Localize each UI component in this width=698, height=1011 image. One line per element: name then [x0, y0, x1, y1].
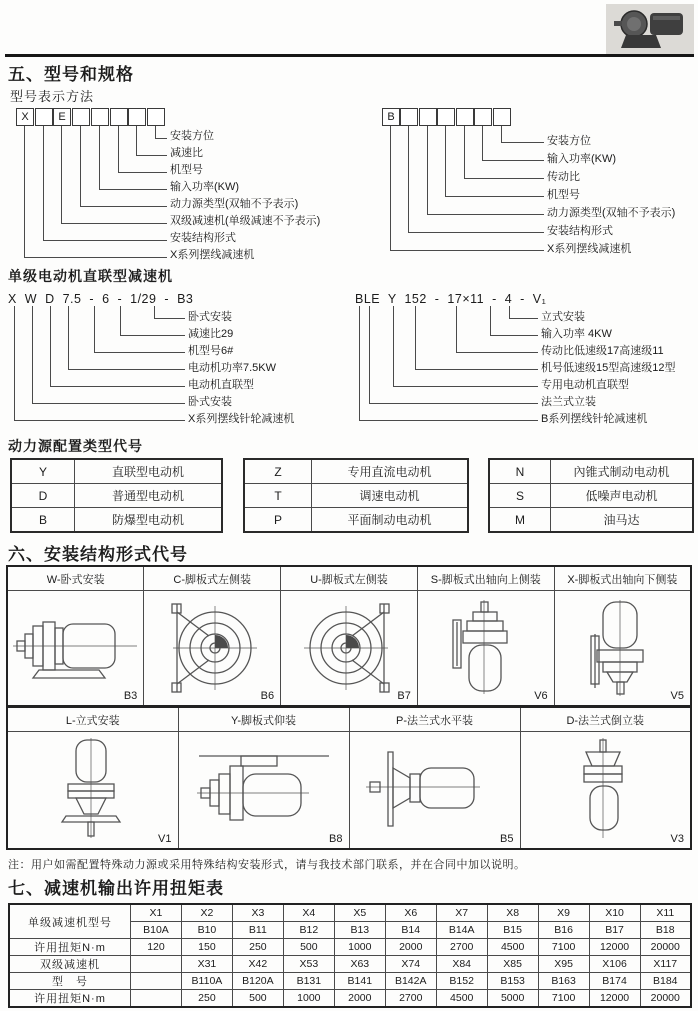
torque-cell: X9 — [538, 904, 589, 922]
power-label: 內锥式制动电动机 — [551, 459, 694, 484]
diagram-label: X系列摆线减速机 — [547, 243, 632, 255]
torque-cell: 2700 — [385, 990, 436, 1008]
section5-subtitle: 型号表示方法 — [10, 89, 95, 104]
torque-cell: X11 — [640, 904, 691, 922]
torque-cell: X42 — [232, 956, 283, 973]
torque-cell: 4500 — [436, 990, 487, 1008]
model-box: X — [16, 108, 34, 126]
torque-cell: X74 — [385, 956, 436, 973]
connector-line — [14, 306, 185, 421]
drawing-b3 — [11, 598, 141, 698]
torque-cell: 2000 — [385, 939, 436, 956]
diagram-label: 电动机直联型 — [188, 379, 254, 391]
diagram-label: 安装结构形式 — [547, 225, 613, 237]
drawing-b8 — [189, 738, 339, 842]
model-box — [72, 108, 90, 126]
model-string: X W D 7.5 - 6 - 1/29 - B3 — [8, 292, 194, 306]
drawing-v1 — [28, 738, 158, 842]
install-header: C-脚板式左侧装 — [144, 566, 281, 591]
diagram-label: 安装结构形式 — [170, 232, 236, 244]
model-box — [110, 108, 128, 126]
torque-cell: 7100 — [538, 990, 589, 1008]
power-code: Y — [11, 459, 75, 484]
torque-cell: 1000 — [334, 939, 385, 956]
torque-cell: X8 — [487, 904, 538, 922]
table-row — [9, 939, 691, 956]
section6-title: 六、安装结构形式代号 — [8, 545, 188, 564]
torque-cell: 12000 — [589, 939, 640, 956]
example-diagram-ble — [355, 292, 698, 432]
connector-line — [390, 126, 544, 251]
install-cell — [554, 591, 691, 707]
install-code: V5 — [670, 690, 684, 702]
install-code: B8 — [329, 833, 343, 845]
drawing-v5 — [557, 598, 687, 698]
torque-cell: B17 — [589, 922, 640, 939]
torque-cell: 120 — [131, 939, 182, 956]
power-code: M — [489, 508, 551, 533]
diagram-label: B系列摆线针轮减速机 — [541, 413, 648, 425]
table-row — [9, 990, 691, 1008]
install-cell — [417, 591, 554, 707]
torque-table — [8, 903, 692, 1008]
diagram-label: 减速比29 — [188, 328, 234, 340]
install-header: Y-脚板式仰装 — [178, 707, 349, 732]
torque-cell: 2000 — [334, 990, 385, 1008]
diagram-label: 安装方位 — [170, 130, 214, 142]
diagram-label: 专用电动机直联型 — [541, 379, 629, 391]
diagram-label: 减速比 — [170, 147, 203, 159]
torque-cell — [131, 973, 182, 990]
install-code: B7 — [397, 690, 411, 702]
torque-cell: X3 — [232, 904, 283, 922]
model-diagram-x — [8, 108, 353, 273]
torque-cell: B14 — [385, 922, 436, 939]
example-diagram-xwd — [8, 292, 353, 432]
torque-cell: B13 — [334, 922, 385, 939]
connector-line — [359, 306, 538, 421]
torque-cell: 250 — [181, 990, 232, 1008]
model-box: B — [382, 108, 400, 126]
torque-cell: X6 — [385, 904, 436, 922]
model-string: BLE Y 152 - 17×11 - 4 - V₁ — [355, 292, 547, 306]
power-label: 直联型电动机 — [75, 459, 223, 484]
model-box — [91, 108, 109, 126]
install-code: V3 — [670, 833, 684, 845]
diagram-label: X系列摆线针轮减速机 — [188, 413, 295, 425]
torque-cell: B16 — [538, 922, 589, 939]
diagram-label: 动力源类型(双轴不予表示) — [547, 207, 676, 219]
power-label: 平面制动电动机 — [312, 508, 469, 533]
diagram-label: 机型号 — [547, 189, 580, 201]
diagram-label: 机型号 — [170, 164, 203, 176]
power-code: S — [489, 484, 551, 508]
model-box — [147, 108, 165, 126]
diagram-label: 电动机功率7.5KW — [188, 362, 277, 374]
section7-title: 七、减速机输出许用扭矩表 — [8, 879, 224, 898]
install-cell — [144, 591, 281, 707]
install-structure-table — [6, 565, 692, 850]
torque-cell — [131, 990, 182, 1008]
diagram-label: 输入功率 4KW — [541, 328, 612, 340]
torque-cell: B10A — [131, 922, 182, 939]
row-label: 许用扭矩N·m — [9, 990, 131, 1008]
install-header: L-立式安装 — [7, 707, 178, 732]
table-row — [9, 956, 691, 973]
diagram-label: 法兰式立装 — [541, 396, 596, 408]
torque-cell: B174 — [589, 973, 640, 990]
row-label: 型 号 — [9, 973, 131, 990]
drawing-b6 — [147, 598, 277, 698]
torque-cell: B131 — [283, 973, 334, 990]
torque-cell: 12000 — [589, 990, 640, 1008]
install-header: D-法兰式倒立装 — [520, 707, 691, 732]
install-header: X-脚板式出轴向下侧装 — [554, 566, 691, 591]
model-box — [437, 108, 455, 126]
torque-cell: X1 — [131, 904, 182, 922]
power-code: T — [244, 484, 312, 508]
diagram-label: 机号低速级15型高速级12型 — [541, 362, 676, 374]
diagram-label: 机型号6# — [188, 345, 234, 357]
torque-cell: B14A — [436, 922, 487, 939]
torque-cell: 500 — [283, 939, 334, 956]
torque-cell: B141 — [334, 973, 385, 990]
model-box — [128, 108, 146, 126]
power-code: D — [11, 484, 75, 508]
power-code: N — [489, 459, 551, 484]
drawing-v3 — [540, 738, 670, 842]
diagram-label: 卧式安装 — [188, 396, 232, 408]
torque-cell: X106 — [589, 956, 640, 973]
power-label: 专用直流电动机 — [312, 459, 469, 484]
torque-cell: 7100 — [538, 939, 589, 956]
torque-cell: X85 — [487, 956, 538, 973]
table-row — [9, 904, 691, 922]
model-box — [474, 108, 492, 126]
torque-cell: B152 — [436, 973, 487, 990]
torque-cell: X95 — [538, 956, 589, 973]
torque-cell: X2 — [181, 904, 232, 922]
install-header: S-脚板式出轴向上侧装 — [417, 566, 554, 591]
diagram-label: 动力源类型(双轴不予表示) — [170, 198, 299, 210]
model-box — [456, 108, 474, 126]
diagram-label: 立式安装 — [541, 311, 585, 323]
drawing-b5 — [360, 738, 510, 842]
diagram-label: 安装方位 — [547, 135, 591, 147]
torque-cell: B12 — [283, 922, 334, 939]
install-cell — [178, 732, 349, 850]
model-box — [493, 108, 511, 126]
torque-cell — [131, 956, 182, 973]
row-label: 双级减速机 — [9, 956, 131, 973]
power-label: 油马达 — [551, 508, 694, 533]
table-row — [9, 973, 691, 990]
torque-cell: X63 — [334, 956, 385, 973]
torque-cell: B15 — [487, 922, 538, 939]
power-label: 低噪声电动机 — [551, 484, 694, 508]
torque-cell: B163 — [538, 973, 589, 990]
torque-cell: 150 — [181, 939, 232, 956]
diagram-label: 传动比低速级17高速级11 — [541, 345, 664, 357]
diagram-label: 双级减速机(单级减速不予表示) — [170, 215, 321, 227]
power-code-table-3 — [488, 458, 694, 533]
power-code-table-2 — [243, 458, 469, 533]
diagram-label: X系列摆线减速机 — [170, 249, 255, 261]
torque-cell: 500 — [232, 990, 283, 1008]
note-text: 注：用户如需配置特殊动力源或采用特殊结构安装形式，请与我技术部门联系，并在合同中加以说明。 — [8, 859, 526, 871]
torque-cell: B153 — [487, 973, 538, 990]
torque-cell: 250 — [232, 939, 283, 956]
torque-cell: B120A — [232, 973, 283, 990]
torque-cell: X5 — [334, 904, 385, 922]
power-label: 普通型电动机 — [75, 484, 223, 508]
torque-cell: B184 — [640, 973, 691, 990]
install-code: B5 — [500, 833, 514, 845]
torque-cell: B11 — [232, 922, 283, 939]
install-code: V1 — [158, 833, 172, 845]
install-cell — [7, 591, 144, 707]
torque-cell: X10 — [589, 904, 640, 922]
single-stage-heading: 单级电动机直联型减速机 — [8, 268, 173, 284]
torque-cell: 2700 — [436, 939, 487, 956]
torque-cell: B110A — [181, 973, 232, 990]
section5-title: 五、型号和规格 — [8, 65, 134, 84]
power-code: Z — [244, 459, 312, 484]
torque-cell: 4500 — [487, 939, 538, 956]
diagram-label: 卧式安装 — [188, 311, 232, 323]
install-header: P-法兰式水平装 — [349, 707, 520, 732]
torque-cell: B18 — [640, 922, 691, 939]
drawing-b7 — [284, 598, 414, 698]
power-code: P — [244, 508, 312, 533]
power-code: B — [11, 508, 75, 533]
connector-line — [24, 126, 167, 258]
drawing-v6 — [421, 598, 551, 698]
power-label: 调速电动机 — [312, 484, 469, 508]
power-source-heading: 动力源配置类型代号 — [8, 438, 143, 454]
model-box — [35, 108, 53, 126]
diagram-label: 输入功率(KW) — [170, 181, 240, 193]
torque-cell: X84 — [436, 956, 487, 973]
model-diagram-b — [380, 108, 698, 273]
install-code: B3 — [123, 690, 138, 702]
install-cell — [520, 732, 691, 850]
model-box — [400, 108, 418, 126]
power-code-table-1 — [10, 458, 223, 533]
install-cell — [7, 732, 178, 850]
install-cell — [349, 732, 520, 850]
torque-cell: X53 — [283, 956, 334, 973]
header-rule — [5, 54, 694, 57]
install-header: W-卧式安装 — [7, 566, 144, 591]
model-box: E — [53, 108, 71, 126]
torque-cell: B10 — [181, 922, 232, 939]
row-label: 许用扭矩N·m — [9, 939, 131, 956]
torque-cell: 5000 — [487, 990, 538, 1008]
gearmotor-photo — [606, 4, 694, 54]
model-box — [419, 108, 437, 126]
torque-cell: X31 — [181, 956, 232, 973]
install-header: U-脚板式左侧装 — [281, 566, 418, 591]
diagram-label: 输入功率(KW) — [547, 153, 617, 165]
power-label: 防爆型电动机 — [75, 508, 223, 533]
torque-cell: 20000 — [640, 990, 691, 1008]
torque-cell: B142A — [385, 973, 436, 990]
torque-cell: X7 — [436, 904, 487, 922]
torque-cell: X4 — [283, 904, 334, 922]
row-label: 单级减速机型号 — [9, 904, 131, 939]
torque-cell: X117 — [640, 956, 691, 973]
install-cell — [281, 591, 418, 707]
install-code: V6 — [534, 690, 548, 702]
torque-cell: 20000 — [640, 939, 691, 956]
torque-cell: 1000 — [283, 990, 334, 1008]
install-code: B6 — [260, 690, 275, 702]
diagram-label: 传动比 — [547, 171, 580, 183]
